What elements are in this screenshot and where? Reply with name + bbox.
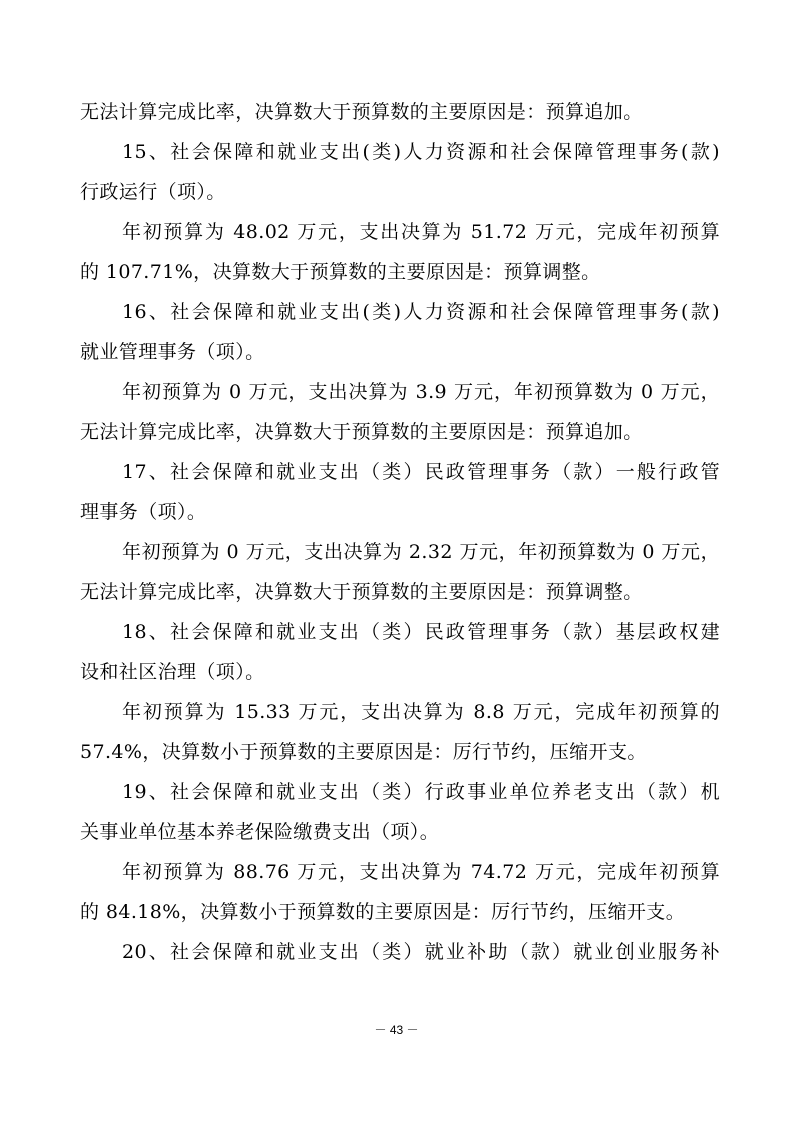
text-line: 年初预算为 0 万元，支出决算为 2.32 万元，年初预算数为 0 万元， <box>122 541 720 563</box>
text-line: 无法计算完成比率，决算数大于预算数的主要原因是：预算追加。 <box>80 101 643 123</box>
text-line: 行政运行（项）。 <box>80 181 226 203</box>
text-line: 20、社会保障和就业支出（类）就业补助（款）就业创业服务补 <box>122 941 720 963</box>
text-line: 15、社会保障和就业支出(类)人力资源和社会保障管理事务(款) <box>122 141 720 163</box>
text-line: 设和社区治理（项）。 <box>80 661 265 683</box>
document-body <box>80 92 720 972</box>
text-line: 19、社会保障和就业支出（类）行政事业单位养老支出（款）机 <box>122 781 720 803</box>
text-line: 无法计算完成比率，决算数大于预算数的主要原因是：预算追加。 <box>80 421 643 443</box>
text-line: 17、社会保障和就业支出（类）民政管理事务（款）一般行政管 <box>122 461 720 483</box>
text-line: 年初预算为 48.02 万元，支出决算为 51.72 万元，完成年初预算 <box>122 221 720 243</box>
text-line: 年初预算为 88.76 万元，支出决算为 74.72 万元，完成年初预算 <box>122 861 720 883</box>
text-line: 18、社会保障和就业支出（类）民政管理事务（款）基层政权建 <box>122 621 720 643</box>
text-line: 57.4%，决算数小于预算数的主要原因是：厉行节约，压缩开支。 <box>80 741 647 763</box>
page-number: － 43 － <box>374 1023 419 1037</box>
text-line: 年初预算为 0 万元，支出决算为 3.9 万元，年初预算数为 0 万元， <box>122 381 720 403</box>
text-line: 就业管理事务（项）。 <box>80 341 265 363</box>
text-line: 理事务（项）。 <box>80 501 207 523</box>
text-line: 的 107.71%，决算数大于预算数的主要原因是：预算调整。 <box>80 261 601 283</box>
text-line: 的 84.18%，决算数小于预算数的主要原因是：厉行节约，压缩开支。 <box>80 901 686 923</box>
text-line: 关事业单位基本养老保险缴费支出（项）。 <box>80 821 440 843</box>
text-line: 16、社会保障和就业支出(类)人力资源和社会保障管理事务(款) <box>122 301 720 323</box>
text-line: 年初预算为 15.33 万元，支出决算为 8.8 万元，完成年初预算的 <box>122 701 720 723</box>
text-line: 无法计算完成比率，决算数大于预算数的主要原因是：预算调整。 <box>80 581 643 603</box>
